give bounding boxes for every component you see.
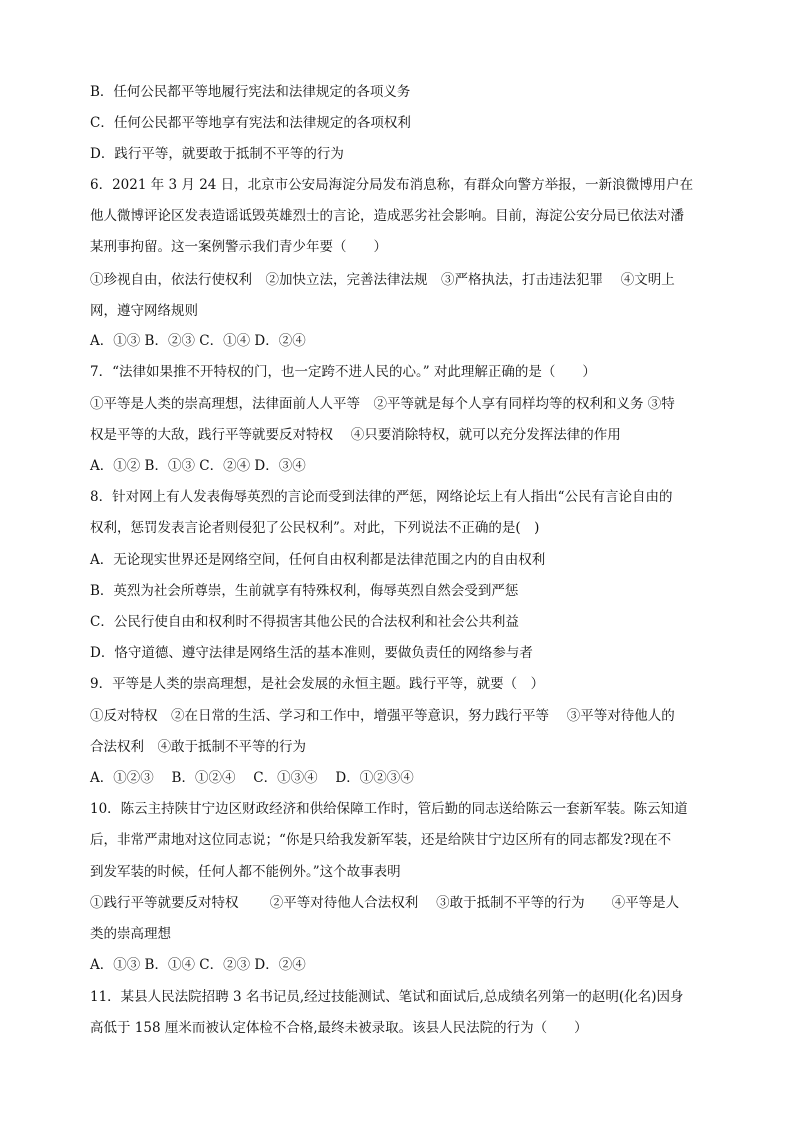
statement-line: 合法权利 ④敢于抵制不平等的行为	[90, 739, 306, 755]
answer-options: A．①③ B．①④ C．②③ D．②④	[90, 957, 306, 973]
answer-options: A．①② B．①③ C．②④ D．③④	[90, 458, 306, 474]
question-11-line: 高低于 158 厘米而被认定体检不合格,最终未被录取。该县人民法院的行为（ ）	[90, 1020, 588, 1036]
statement-line: 权是平等的大敌，践行平等就要反对特权 ④只要消除特权，就可以充分发挥法律的作用	[90, 427, 621, 443]
option-line: C．任何公民都平等地享有宪法和法律规定的各项权利	[90, 115, 411, 131]
option-line: D．践行平等，就要敢于抵制不平等的行为	[90, 146, 344, 162]
statement-line: ①珍视自由，依法行使权利 ②加快立法，完善法律法规 ③严格执法，打击违法犯罪 ④文明上	[90, 272, 675, 288]
question-11-line: 11．某县人民法院招聘 3 名书记员,经过技能测试、笔试和面试后,总成绩名列第一的赵明(化名)因身	[90, 989, 684, 1005]
question-7-line: 7．“法律如果推不开特权的门，也一定跨不进人民的心。” 对此理解正确的是（ ）	[90, 364, 596, 380]
question-10-line: 后，非常严肃地对这位同志说；“你是只给我发新军装，还是给陕甘宁边区所有的同志都发?现在不	[90, 832, 672, 848]
option-line: A．无论现实世界还是网络空间，任何自由权利都是法律范围之内的自由权利	[90, 552, 546, 568]
statement-line: ①践行平等就要反对特权 ②平等对待他人合法权利 ③敢于抵制不平等的行为 ④平等是人	[90, 895, 680, 911]
statement-line: 网，遵守网络规则	[90, 303, 198, 319]
question-8-line: 8．针对网上有人发表侮辱英烈的言论而受到法律的严惩，网络论坛上有人指出“公民有言论自由的	[90, 489, 673, 505]
statement-line: ①平等是人类的崇高理想，法律面前人人平等 ②平等就是每个人享有同样均等的权利和义务 ③特	[90, 396, 675, 412]
option-line: C．公民行使自由和权利时不得损害其他公民的合法权利和社会公共利益	[90, 614, 519, 630]
option-line: D．恪守道德、遵守法律是网络生活的基本准则，要做负责任的网络参与者	[90, 645, 533, 661]
option-line: B．英烈为社会所尊崇，生前就享有特殊权利，侮辱英烈自然会受到严惩	[90, 583, 519, 599]
question-10-line: 10．陈云主持陕甘宁边区财政经济和供给保障工作时，管后勤的同志送给陈云一套新军装。陈云知道	[90, 801, 688, 817]
question-6-line: 6．2021 年 3 月 24 日，北京市公安局海淀分局发布消息称，有群众向警方举报，一新浪微博用户在	[90, 177, 694, 193]
statement-line: 类的崇高理想	[90, 926, 171, 942]
answer-options: A．①③ B．②③ C．①④ D．②④	[90, 333, 306, 349]
question-6-line: 他人微博评论区发表造谣诋毁英雄烈士的言论，造成恶劣社会影响。目前，海淀公安分局已依法对潘	[90, 208, 684, 224]
option-line: B．任何公民都平等地履行宪法和法律规定的各项义务	[90, 84, 411, 100]
question-9-line: 9．平等是人类的崇高理想，是社会发展的永恒主题。践行平等，就要（ ）	[90, 676, 545, 692]
answer-options: A．①②③ B．①②④ C．①③④ D．①②③④	[90, 770, 414, 786]
question-8-line: 权利，惩罚发表言论者则侵犯了公民权利”。对此，下列说法不正确的是( )	[90, 520, 540, 536]
question-10-line: 到发军装的时候，任何人都不能例外。”这个故事表明	[90, 864, 401, 880]
statement-line: ①反对特权 ②在日常的生活、学习和工作中，增强平等意识，努力践行平等 ③平等对待他人的	[90, 708, 675, 724]
question-6-line: 某刑事拘留。这一案例警示我们青少年要（ ）	[90, 239, 387, 255]
